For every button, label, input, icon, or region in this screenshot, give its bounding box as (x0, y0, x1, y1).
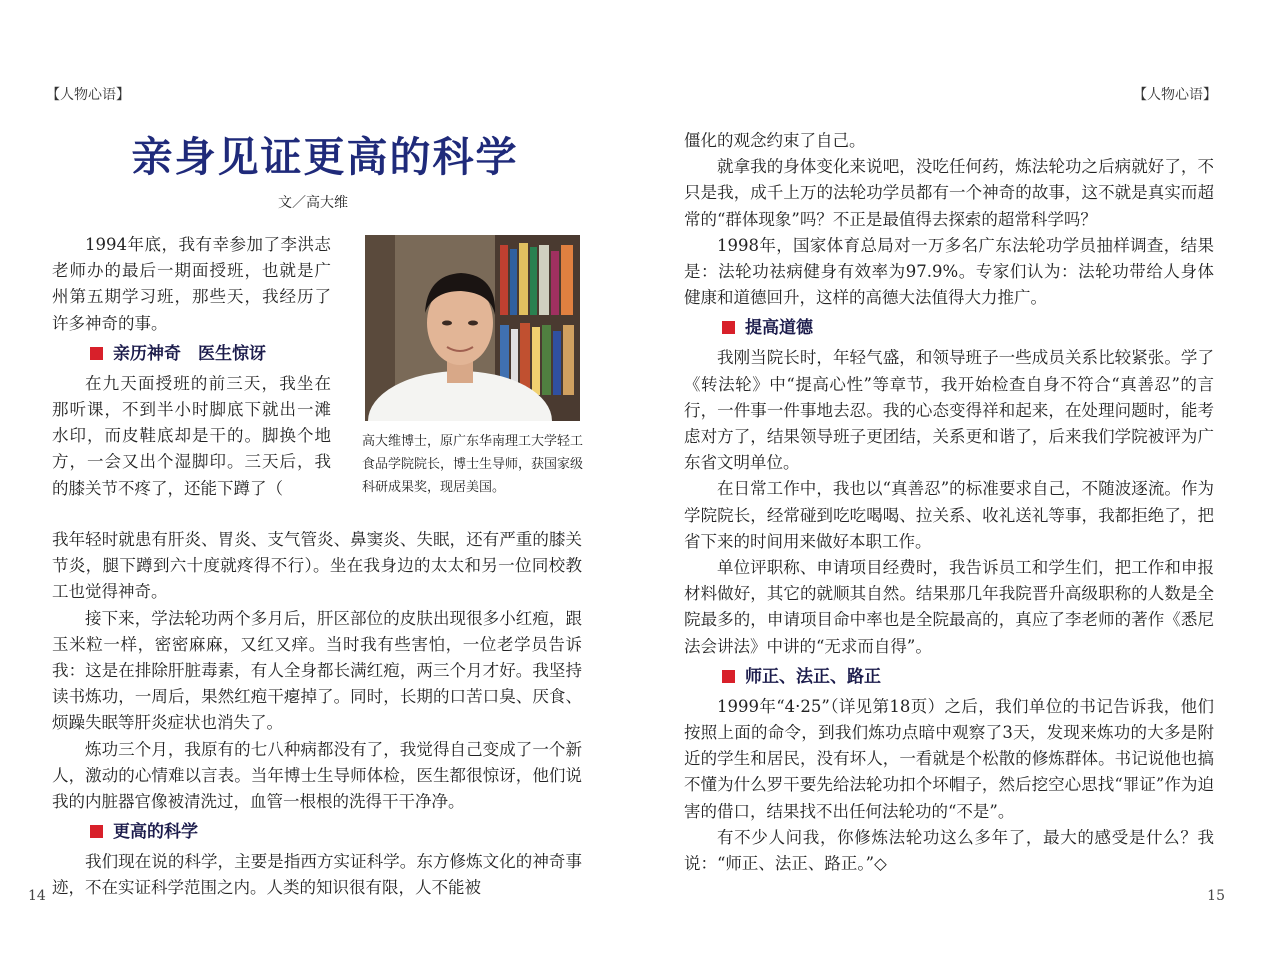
paragraph: 单位评职称、申请项目经费时，我告诉员工和学生们，把工作和申报材料做好，其它的就顺其自然。结果那几年我院晋升高级职称的人数是全院最多的，申请项目命中率也是全院最高的，真应了李老师的著作《悉尼法会讲法》中讲的“无求而自得”。 (684, 558, 1214, 656)
section-heading: 更高的科学 (52, 817, 582, 847)
left-page (0, 0, 632, 978)
section-heading: 提高道德 (684, 313, 1214, 343)
paragraph: 我刚当院长时，年轻气盛，和领导班子一些成员关系比较紧张。学了《转法轮》中“提高心性”等章节，我开始检查自身不符合“真善忍”的言行，一件事一件事地去忍。我的心态变得祥和起来，在处理问题时，能考虑对方了，结果领导班子更团结，关系更和谐了，后来我们学院被评为广东省文明单位。 (684, 348, 1214, 473)
paragraph: 1994年底，我有幸参加了李洪志老师办的最后一期面授班，也就是广州第五期学习班，那些天，我经历了许多神奇的事。 (52, 235, 331, 333)
section-tag: 【人物心语】 (46, 87, 130, 103)
right-page (632, 0, 1265, 978)
paragraph: 就拿我的身体变化来说吧，没吃任何药，炼法轮功之后病就好了，不只是我，成千上万的法轮功学员都有一个神奇的故事，这不就是真实而超常的“群体现象”吗？不正是最值得去探索的超常科学吗？ (684, 157, 1214, 229)
right-column (684, 128, 1214, 877)
paragraph: 在日常工作中，我也以“真善忍”的标准要求自己，不随波逐流。作为学院院长，经常碰到吃吃喝喝、拉关系、收礼送礼等事，我都拒绝了，把省下来的时间用来做好本职工作。 (684, 479, 1214, 551)
paragraph: 1998年，国家体育总局对一万多名广东法轮功学员抽样调查，结果是：法轮功祛病健身有效率为97.9%。专家们认为：法轮功带给人身体健康和道德回升，这样的高德大法值得大力推广。 (684, 235, 1214, 308)
portrait-illustration (365, 235, 580, 421)
paragraph: 炼功三个月，我原有的七八种病都没有了，我觉得自己变成了一个新人，激动的心情难以言表。当年博士生导师体检，医生都很惊讶，他们说我的内脏器官像被清洗过，血管一根根的洗得干干净净。 (52, 739, 582, 812)
paragraph: 在九天面授班的前三天，我坐在那听课，不到半小时脚底下就出一滩水印，而皮鞋底却是干的。脚换个地方，一会又出个湿脚印。三天后，我的膝关节不疼了，还能下蹲了（ (52, 373, 331, 498)
intro-column (52, 232, 331, 502)
section-tag: 【人物心语】 (1133, 87, 1217, 103)
page-number: 14 (28, 888, 46, 904)
red-square-icon (90, 347, 103, 360)
byline: 文／高大维 (278, 195, 348, 211)
paragraph: 我年轻时就患有肝炎、胃炎、支气管炎、鼻窦炎、失眠，还有严重的膝关节炎，腿下蹲到六十度就疼得不行）。坐在我身边的太太和另一位同校教工也觉得神奇。 (52, 530, 582, 602)
page-number: 15 (1207, 888, 1225, 904)
main-column (52, 527, 582, 902)
section-heading: 师正、法正、路正 (684, 662, 1214, 692)
red-square-icon (90, 825, 103, 838)
portrait-photo (365, 235, 580, 421)
paragraph: 我们现在说的科学，主要是指西方实证科学。东方修炼文化的神奇事迹，不在实证科学范围之内。人类的知识很有限，人不能被 (52, 852, 582, 898)
paragraph: 僵化的观念约束了自己。 (684, 131, 866, 150)
photo-caption: 高大维博士，原广东华南理工大学轻工食品学院院长，博士生导师，获国家级科研成果奖，现居美国。 (362, 434, 584, 495)
red-square-icon (722, 321, 735, 334)
paragraph: 有不少人问我，你修炼法轮功这么多年了，最大的感受是什么？我说：“师正、法正、路正。”◇ (684, 827, 1214, 874)
paragraph: 接下来，学法轮功两个多月后，肝区部位的皮肤出现很多小红疱，跟玉米粒一样，密密麻麻，又红又痒。当时我有些害怕，一位老学员告诉我：这是在排除肝脏毒素，有人全身都长满红疱，两三个月才好。我坚持读书炼功，一周后，果然红疱干瘪掉了。同时，长期的口苦口臭、厌食、烦躁失眠等肝炎症状也消失了。 (52, 608, 582, 733)
paragraph: 1999年“4·25”（详见第18页）之后，我们单位的书记告诉我，他们按照上面的命令，到我们炼功点暗中观察了3天，发现来炼功的大多是附近的学生和居民，没有坏人，一看就是个松散的修炼群体。书记说他也搞不懂为什么罗干要先给法轮功扣个坏帽子，然后挖空心思找“罪证”作为迫害的借口，结果找不出任何法轮功的“不是”。 (684, 696, 1214, 821)
article-title: 亲身见证更高的科学 (131, 133, 519, 181)
section-heading: 亲历神奇 医生惊讶 (52, 339, 331, 369)
red-square-icon (722, 670, 735, 683)
